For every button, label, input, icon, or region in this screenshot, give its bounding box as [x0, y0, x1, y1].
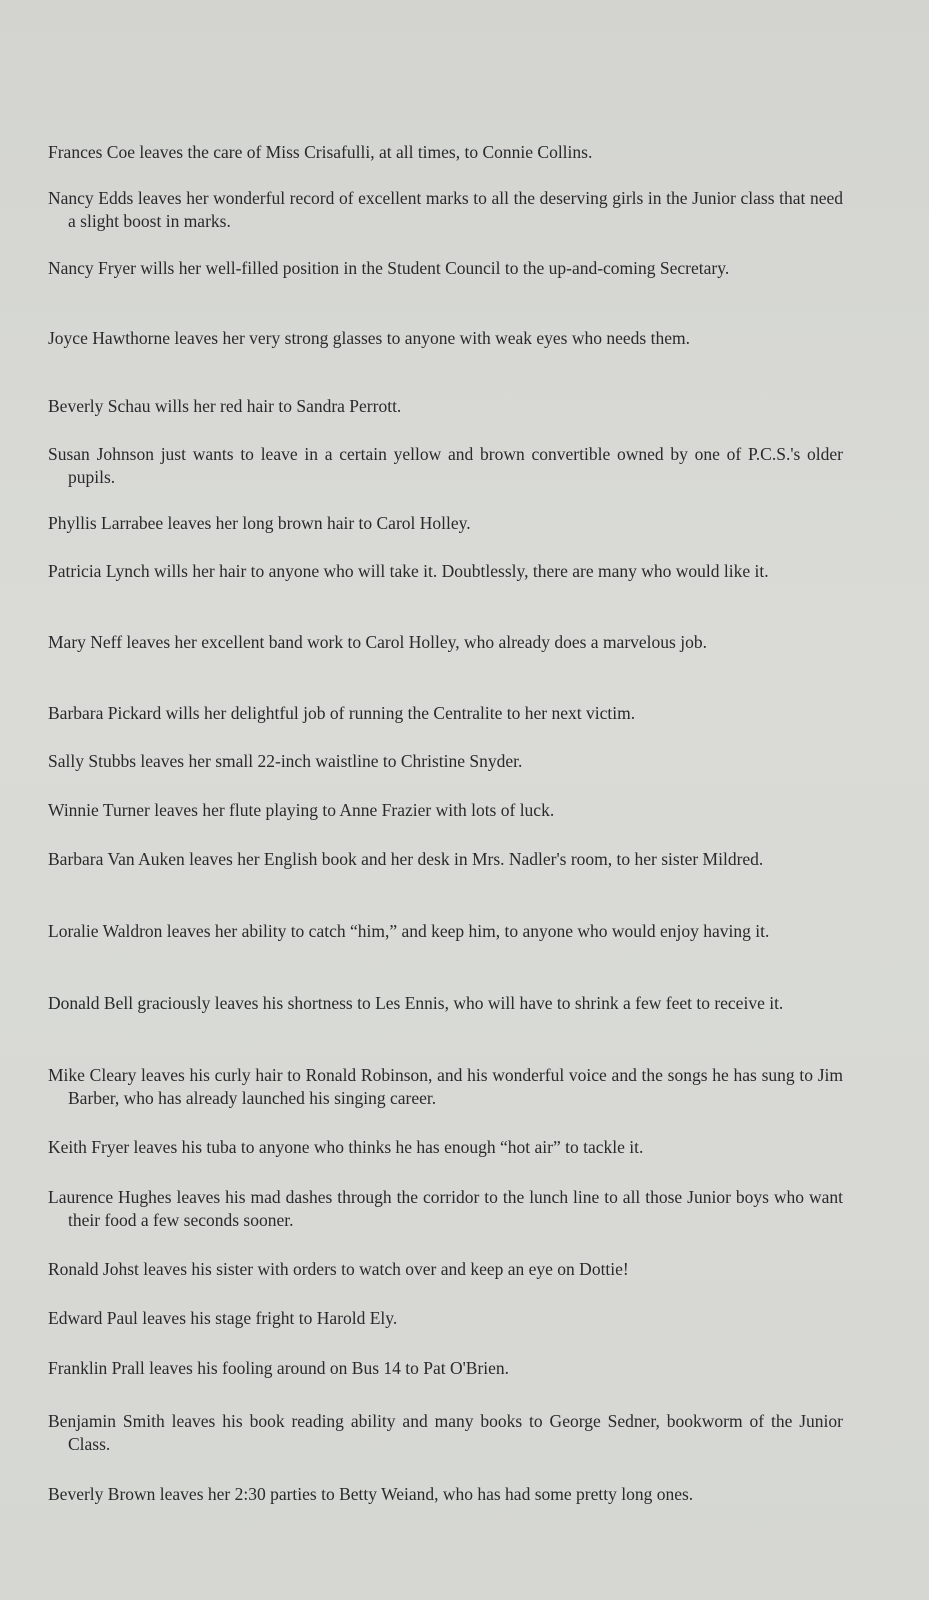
will-entry: Frances Coe leaves the care of Miss Crisafulli, at all times, to Connie Collins.: [48, 142, 593, 162]
will-entry: Loralie Waldron leaves her ability to catch “him,” and keep him, to anyone who would enjoy having it.: [48, 921, 770, 941]
will-entry: Keith Fryer leaves his tuba to anyone who thinks he has enough “hot air” to tackle it.: [48, 1137, 644, 1157]
will-entry: Donald Bell graciously leaves his shortness to Les Ennis, who will have to shrink a few feet to receive it.: [48, 993, 784, 1013]
will-entry: Barbara Van Auken leaves her English book and her desk in Mrs. Nadler's room, to her sister Mildred.: [48, 849, 764, 869]
will-entry: Beverly Brown leaves her 2:30 parties to Betty Weiand, who has had some pretty long ones.: [48, 1484, 694, 1504]
will-entry: Ronald Johst leaves his sister with orders to watch over and keep an eye on Dottie!: [48, 1259, 629, 1279]
will-entry: Mike Cleary leaves his curly hair to Ronald Robinson, and his wonderful voice and the songs he has sung to Jim Barber, who has already launched his singing career.: [48, 1065, 843, 1108]
will-entry: Franklin Prall leaves his fooling around on Bus 14 to Pat O'Brien.: [48, 1358, 510, 1378]
will-entry: Phyllis Larrabee leaves her long brown hair to Carol Holley.: [48, 513, 471, 533]
will-entry: Nancy Edds leaves her wonderful record of excellent marks to all the deserving girls in the Junior class that need a slight boost in marks.: [48, 188, 843, 231]
will-entry: Winnie Turner leaves her flute playing to Anne Frazier with lots of luck.: [48, 800, 555, 820]
will-entry: Joyce Hawthorne leaves her very strong glasses to anyone with weak eyes who needs them.: [48, 328, 690, 348]
will-entry: Nancy Fryer wills her well-filled position in the Student Council to the up-and-coming Secretary.: [48, 258, 730, 278]
will-entry: Laurence Hughes leaves his mad dashes through the corridor to the lunch line to all those Junior boys who want their food a few seconds sooner.: [48, 1187, 843, 1230]
will-entry: Susan Johnson just wants to leave in a certain yellow and brown convertible owned by one of P.C.S.'s older pupils.: [48, 444, 843, 487]
will-entry: Patricia Lynch wills her hair to anyone who will take it. Doubtlessly, there are many who would like it.: [48, 561, 769, 581]
will-entry: Sally Stubbs leaves her small 22-inch waistline to Christine Snyder.: [48, 751, 523, 771]
will-entry: Mary Neff leaves her excellent band work to Carol Holley, who already does a marvelous job.: [48, 632, 707, 652]
will-entry: Benjamin Smith leaves his book reading ability and many books to George Sedner, bookworm of the Junior Class.: [48, 1411, 843, 1454]
will-entry: Barbara Pickard wills her delightful job of running the Centralite to her next victim.: [48, 703, 636, 723]
will-entry: Beverly Schau wills her red hair to Sandra Perrott.: [48, 396, 402, 416]
will-entry: Edward Paul leaves his stage fright to Harold Ely.: [48, 1308, 398, 1328]
